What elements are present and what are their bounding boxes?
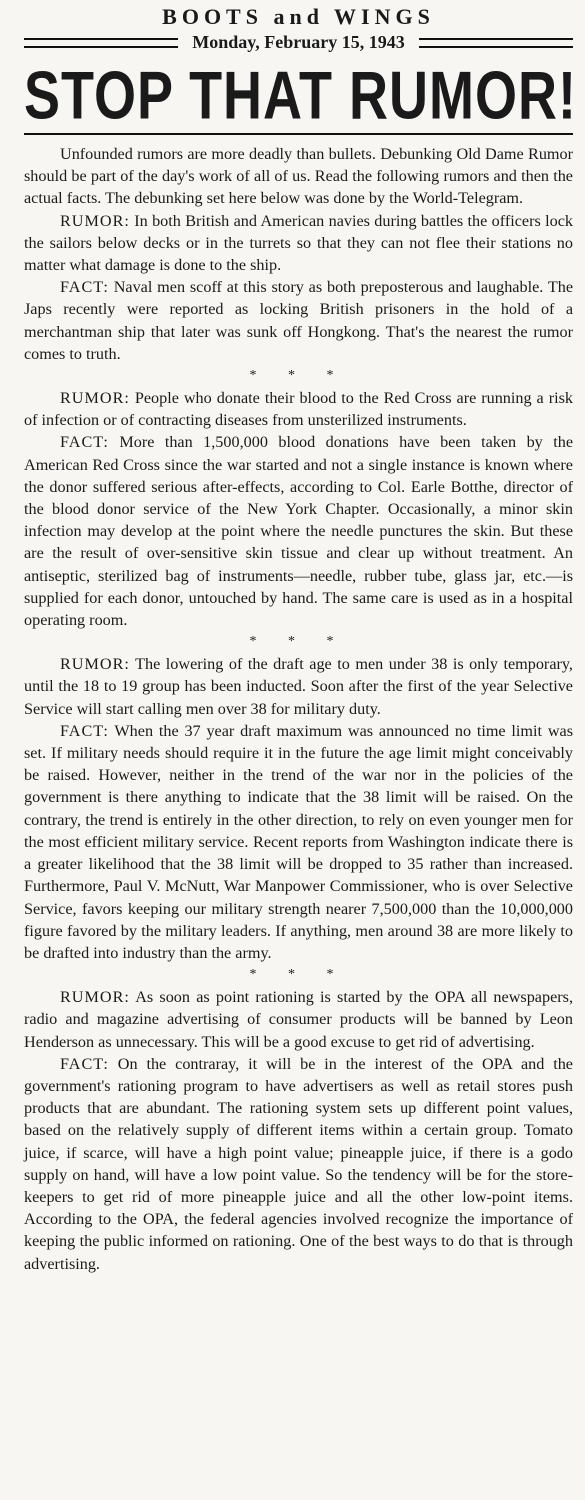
fact-label: FACT:	[60, 721, 109, 740]
rumor-label: RUMOR:	[60, 211, 130, 230]
issue-date: Monday, February 15, 1943	[192, 32, 405, 52]
intro-paragraph: Unfounded rumors are more deadly than bullets. Debunking Old Dame Rumor should be part of the day's work of all of us. Read the following rumors and then the actual facts. The debunking set here below was done by the World-Telegram.	[24, 145, 573, 208]
headline: STOP THAT RUMOR!	[24, 58, 577, 134]
fact-label: FACT:	[60, 433, 109, 452]
right-double-rule	[419, 38, 573, 48]
rumor-paragraph	[24, 986, 573, 1053]
fact-paragraph	[24, 431, 573, 631]
fact-label: FACT:	[60, 278, 109, 297]
fact-text: More than 1,500,000 blood donations have been taken by the American Red Cross since the war started and not a single instance is known where the donor suffered serious after-effects, according to Col. Earle Botthe, director of the blood donor service of the New York Chapter. Occasionally, a minor skin infection may develop at the point where the needle punctures the skin. But these are the result of over-sensitive skin tissue and clear up without treatment. An antiseptic, sterilized bag of instruments—needle, rubber tube, glass jar, etc.—is supplied for each donor, untouched by hand. The same care is used as in a hospital operating room.	[24, 433, 573, 630]
section-separator: * * *	[249, 967, 348, 983]
fact-text: On the contraray, it will be in the interest of the OPA and the government's rationing program to have advertisers as well as retail stores push products that are abundant. The rationing system sets up different point values, based on the relatively supply of different items within a certain group. Tomato juice, if scarce, will have a high point value; pineapple juice, if there is a godo supply on hand, will have a low point value. So the tendency will be for the store-keepers to get rid of more pineapple juice and all the other low-point items. According to the OPA, the federal agencies involved recognize the importance of keeping the public informed on rationing. One of the best ways to do that is through advertising.	[24, 1054, 573, 1273]
rumor-text: As soon as point rationing is started by the OPA all newspapers, radio and magazine advertising of consumer products will be banned by Leon Henderson as unnecessary. This will be a good excuse to get rid of advertising.	[24, 988, 573, 1051]
rumor-text: The lowering of the draft age to men under 38 is only temporary, until the 18 to 19 group has been inducted. Soon after the first of the year Selective Service will start calling men over 38 for military duty.	[24, 655, 573, 718]
fact-paragraph	[24, 720, 573, 964]
article-body	[24, 143, 573, 1275]
rumor-paragraph	[24, 210, 573, 277]
fact-text: Naval men scoff at this story as both preposterous and laughable. The Japs recently were reported as locking British prisoners in the hold of a merchantman ship that later was sunk off Hongkong. That's the nearest the rumor comes to truth.	[24, 278, 573, 363]
fact-paragraph	[24, 276, 573, 365]
fact-label: FACT:	[60, 1054, 109, 1073]
rumor-text: People who donate their blood to the Red Cross are running a risk of infection or of contracting diseases from unsterilized instruments.	[24, 389, 573, 430]
fact-paragraph	[24, 1053, 573, 1275]
rumor-label: RUMOR:	[60, 655, 130, 674]
section-separator: * * *	[249, 634, 348, 650]
rumor-label: RUMOR:	[60, 389, 130, 408]
rumor-paragraph	[24, 387, 573, 431]
rumor-text: In both British and American navies during battles the officers lock the sailors below decks or in the turrets so that they can not flee their stations no matter what damage is done to the ship.	[24, 211, 574, 275]
rumor-label: RUMOR:	[60, 988, 130, 1007]
left-double-rule	[24, 38, 178, 48]
dateline	[24, 32, 573, 53]
fact-text: When the 37 year draft maximum was announced no time limit was set. If military needs should require it in the future the age limit might conceivably be raised. However, neither in the trend of the war nor in the policies of the government is there anything to indicate that the 38 limit will be raised. On the contrary, the trend is entirely in the other direction, to rely on even younger men for the most efficient military service. Recent reports from Washington indicate there is a greater likelihood that the 38 limit will be dropped to 35 rather than increased. Furthermore, Paul V. McNutt, War Manpower Commissioner, who is over Selective Service, favors keeping our military strength nearer 7,500,000 than the 10,000,000 figure favored by the military leaders. If anything, men around 38 are more likely to be drafted into industry than the army.	[24, 721, 573, 962]
rumor-paragraph	[24, 653, 573, 720]
masthead: BOOTS and WINGS	[162, 4, 435, 29]
section-separator: * * *	[249, 368, 348, 384]
